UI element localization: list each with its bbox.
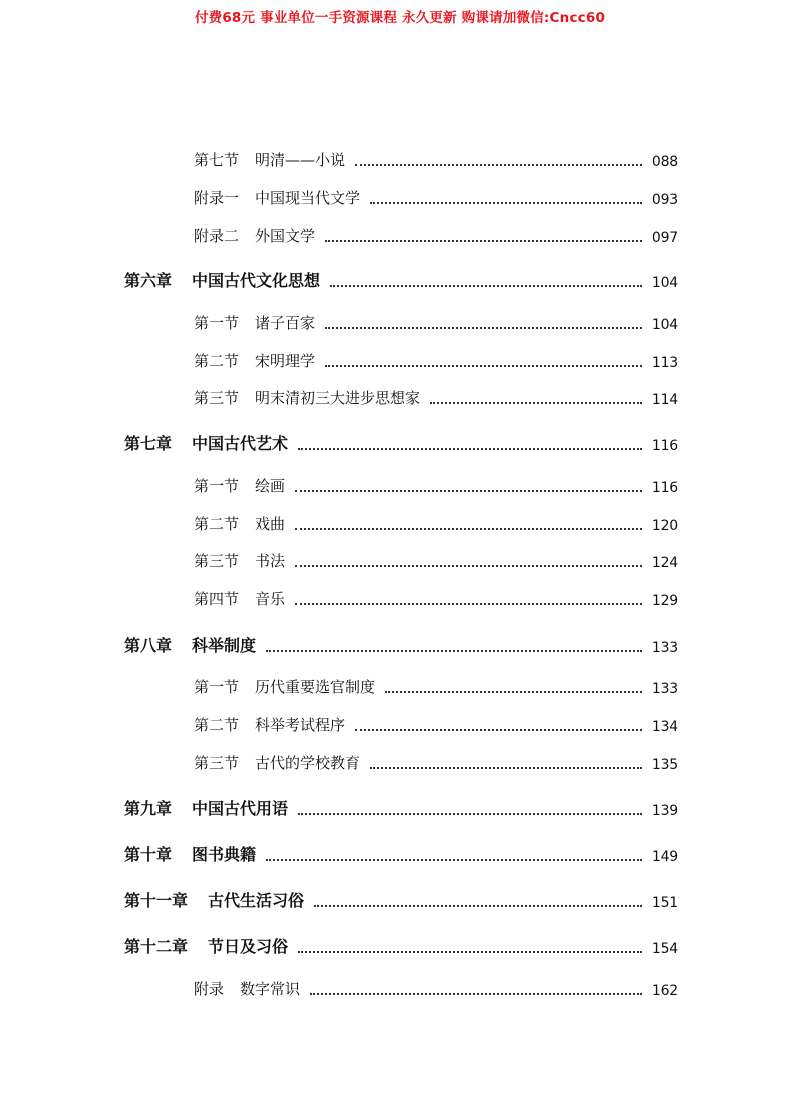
toc-entry[interactable] <box>194 386 678 408</box>
entry-title: 绘画 <box>255 477 286 495</box>
entry-title: 宋明理学 <box>255 352 316 370</box>
chapter-title: 中国古代艺术 <box>192 434 289 453</box>
dot-leader <box>430 402 642 404</box>
entry-title: 诸子百家 <box>255 314 316 332</box>
dot-leader <box>298 951 642 953</box>
entry-number: 第四节 <box>194 590 240 608</box>
toc-chapter[interactable] <box>124 889 678 911</box>
chapter-number: 第十章 <box>124 845 173 864</box>
chapter-title: 中国古代文化思想 <box>192 271 321 290</box>
entry-number: 第三节 <box>194 389 240 407</box>
dot-leader <box>266 859 642 861</box>
page-number: 133 <box>651 681 678 697</box>
page-number: 134 <box>651 719 678 735</box>
dot-leader <box>310 993 642 995</box>
dot-leader <box>295 565 642 567</box>
dot-leader <box>298 813 642 815</box>
toc-entry[interactable] <box>194 474 678 496</box>
entry-number: 第二节 <box>194 352 240 370</box>
toc-chapter[interactable] <box>124 843 678 865</box>
chapter-title: 节日及习俗 <box>208 937 289 956</box>
entry-number: 第七节 <box>194 151 240 169</box>
toc-entry[interactable] <box>194 186 678 208</box>
page-number: 139 <box>651 803 678 819</box>
toc-entry[interactable] <box>194 512 678 534</box>
entry-number: 第二节 <box>194 716 240 734</box>
promo-banner: 付费68元 事业单位一手资源课程 永久更新 购课请加微信:Cncc60 <box>194 10 606 26</box>
entry-title: 历代重要选官制度 <box>255 678 376 696</box>
entry-number: 第二节 <box>194 515 240 533</box>
toc-chapter[interactable] <box>124 935 678 957</box>
dot-leader <box>295 490 642 492</box>
page-number: 135 <box>651 757 678 773</box>
chapter-number: 第八章 <box>124 636 173 655</box>
dot-leader <box>355 729 642 731</box>
dot-leader <box>298 448 642 450</box>
entry-number: 第三节 <box>194 552 240 570</box>
entry-title: 中国现当代文学 <box>255 189 361 207</box>
chapter-number: 第十一章 <box>124 891 189 910</box>
dot-leader <box>330 285 642 287</box>
page-number: 093 <box>651 192 678 208</box>
entry-title: 古代的学校教育 <box>255 754 361 772</box>
toc-entry[interactable] <box>194 224 678 246</box>
page-number: 124 <box>651 555 678 571</box>
entry-title: 书法 <box>255 552 286 570</box>
page-number: 113 <box>651 355 678 371</box>
chapter-number: 第七章 <box>124 434 173 453</box>
entry-title: 音乐 <box>255 590 286 608</box>
entry-number: 附录二 <box>194 227 240 245</box>
entry-number: 第一节 <box>194 477 240 495</box>
page-number: 104 <box>651 317 678 333</box>
page-number: 129 <box>651 593 678 609</box>
toc-entry[interactable] <box>194 675 678 697</box>
toc-entry[interactable] <box>194 587 678 609</box>
entry-number: 附录一 <box>194 189 240 207</box>
dot-leader <box>325 365 642 367</box>
toc-entry[interactable] <box>194 549 678 571</box>
entry-title: 戏曲 <box>255 515 286 533</box>
page-number: 116 <box>651 438 678 454</box>
entry-title: 数字常识 <box>240 980 301 998</box>
page-number: 151 <box>651 895 678 911</box>
entry-title: 外国文学 <box>255 227 316 245</box>
toc-chapter[interactable] <box>124 634 678 656</box>
page-number: 154 <box>651 941 678 957</box>
page-number: 162 <box>651 983 678 999</box>
toc-chapter[interactable] <box>124 797 678 819</box>
toc-chapter[interactable] <box>124 432 678 454</box>
chapter-title: 中国古代用语 <box>192 799 289 818</box>
entry-title: 明清——小说 <box>255 151 346 169</box>
toc-entry[interactable] <box>194 349 678 371</box>
chapter-number: 第九章 <box>124 799 173 818</box>
dot-leader <box>295 528 642 530</box>
chapter-number: 第十二章 <box>124 937 189 956</box>
toc-entry[interactable] <box>194 751 678 773</box>
toc-entry[interactable] <box>194 713 678 735</box>
toc-entry[interactable] <box>194 148 678 170</box>
entry-title: 明末清初三大进步思想家 <box>255 389 421 407</box>
chapter-number: 第六章 <box>124 271 173 290</box>
chapter-title: 古代生活习俗 <box>208 891 305 910</box>
dot-leader <box>370 202 642 204</box>
page-number: 116 <box>651 480 678 496</box>
dot-leader <box>355 164 642 166</box>
dot-leader <box>266 650 642 652</box>
dot-leader <box>385 691 642 693</box>
entry-title: 科举考试程序 <box>255 716 346 734</box>
entry-number: 第三节 <box>194 754 240 772</box>
dot-leader <box>325 240 642 242</box>
dot-leader <box>295 603 642 605</box>
page-number: 097 <box>651 230 678 246</box>
page-number: 120 <box>651 518 678 534</box>
entry-number: 第一节 <box>194 678 240 696</box>
dot-leader <box>314 905 642 907</box>
toc-chapter[interactable] <box>124 269 678 291</box>
page-number: 149 <box>651 849 678 865</box>
toc-entry[interactable] <box>194 977 678 999</box>
chapter-title: 科举制度 <box>192 636 257 655</box>
page-number: 133 <box>651 640 678 656</box>
page-number: 114 <box>651 392 678 408</box>
chapter-title: 图书典籍 <box>192 845 257 864</box>
entry-number: 第一节 <box>194 314 240 332</box>
page-number: 088 <box>651 154 678 170</box>
toc-entry[interactable] <box>194 311 678 333</box>
dot-leader <box>325 327 642 329</box>
dot-leader <box>370 767 642 769</box>
entry-number: 附录 <box>194 980 225 998</box>
page-number: 104 <box>651 275 678 291</box>
